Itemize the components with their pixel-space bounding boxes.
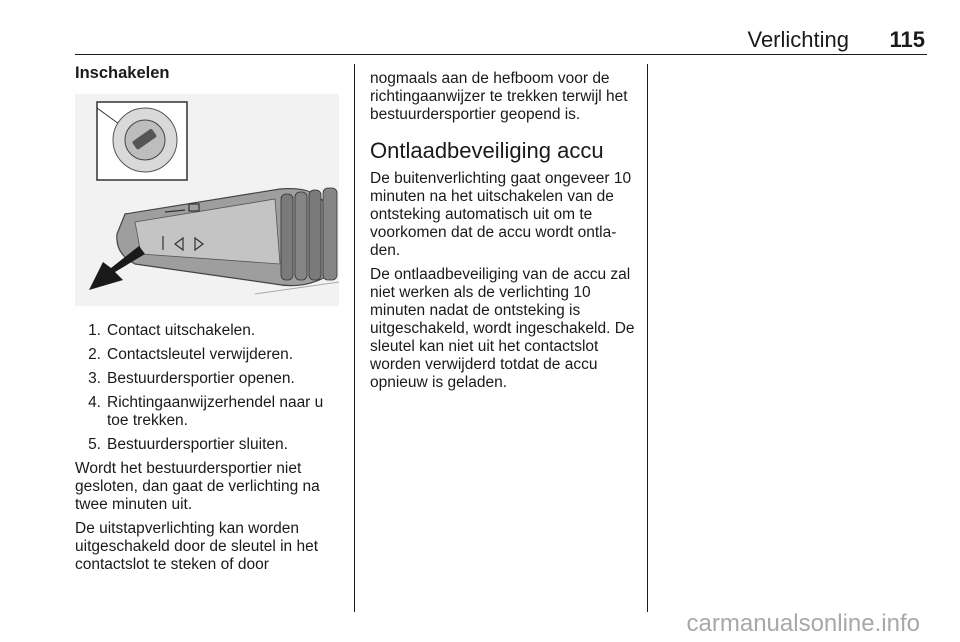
list-item [75,346,347,364]
section-heading: Ontlaadbeveiliging accu [370,138,604,163]
column-divider [647,64,648,612]
paragraph: De uitstapverlichting kan worden uitgeschakeld door de sleutel in het contactslot te steken of door [75,520,318,573]
page-number: 115 [889,27,925,52]
column-divider [354,64,355,612]
ignition-lever-illustration [75,94,339,306]
right-column [370,70,636,398]
list-item [75,322,347,340]
list-item [75,370,347,388]
step-number: 1. [88,322,101,339]
step-text: Richtingaanwijzerhendel naar u toe trekken. [107,394,324,429]
watermark: carmanualsonline.info [686,610,920,637]
section-heading: Inschakelen [75,64,170,82]
step-text: Contactsleutel verwijderen. [107,346,294,363]
step-text: Bestuurdersportier openen. [107,370,295,387]
header-title: Verlichting [747,27,849,52]
step-text: Contact uitschakelen. [107,322,256,339]
step-number: 3. [88,370,101,387]
step-text: Bestuurdersportier sluiten. [107,436,288,453]
paragraph: De buitenverlichting gaat ongeveer 10 minuten na het uitschakelen van de ontsteking automatisch uit om te voorkomen dat de accu wordt ontladen. [370,170,632,259]
list-item [75,394,347,430]
list-item [75,436,347,454]
paragraph: De ontlaadbeveiliging van de accu zal niet werken als de verlichting 10 minuten nadat de ontsteking is uitgeschakeld, wordt ingeschakeld. De sleutel kan niet uit het contactslot worden verwijderd totdat de accu opnieuw is geladen. [370,266,635,391]
lever-illustration-svg [75,94,339,306]
continuation-paragraph: nogmaals aan de hefboom voor de richtingaanwijzer te trekken terwijl het bestuurdersportier geopend is. [370,70,628,123]
steps-list [75,322,347,454]
step-number: 5. [88,436,101,453]
step-number: 4. [88,394,101,411]
step-number: 2. [88,346,101,363]
lever-boot [281,188,337,280]
page-header [75,28,927,55]
left-column [75,64,347,580]
paragraph: Wordt het bestuurdersportier niet gesloten, dan gaat de verlichting na twee minuten uit. [75,460,320,513]
